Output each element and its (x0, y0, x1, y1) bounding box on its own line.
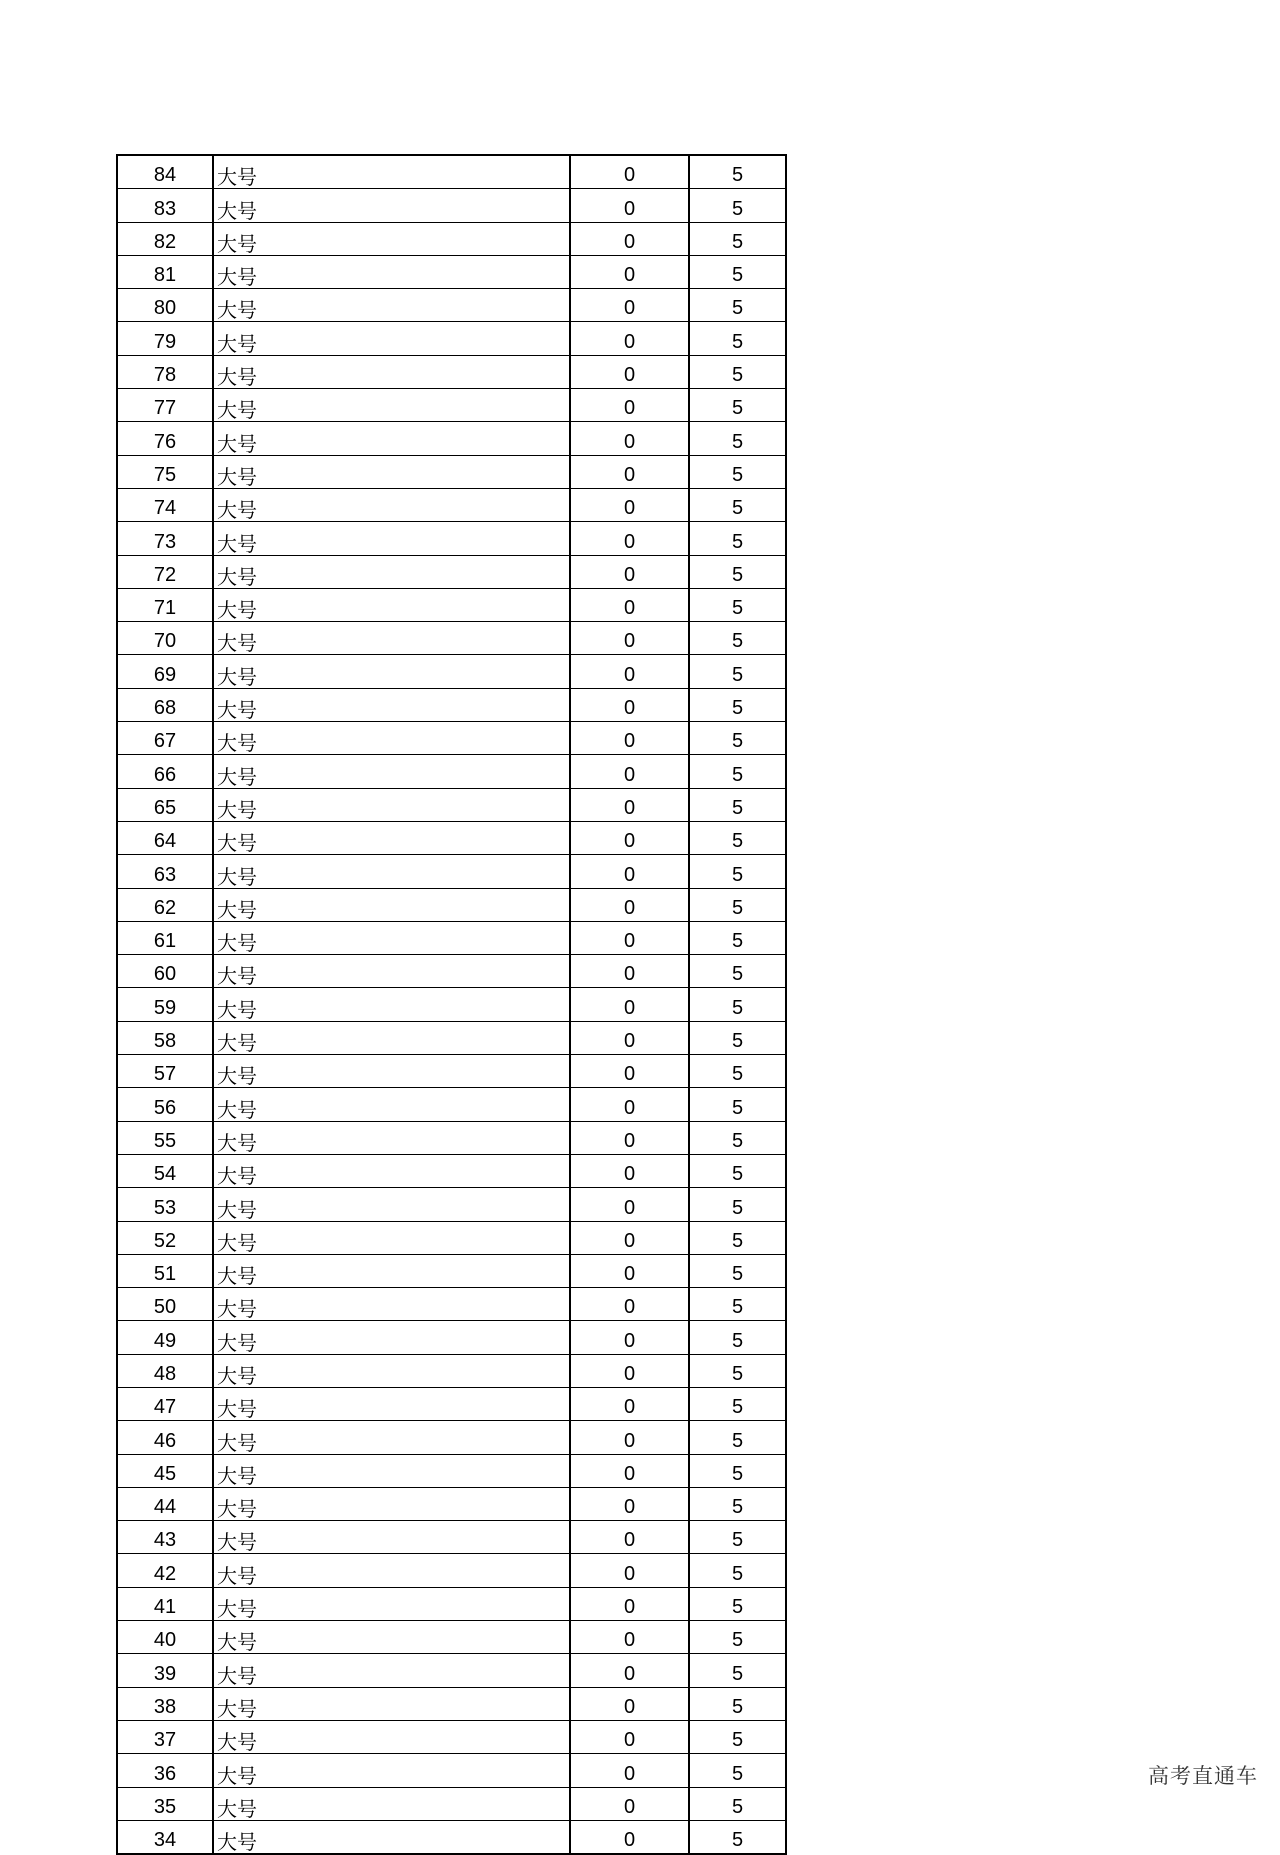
watermark-text: 高考直通车 (1148, 1764, 1258, 1788)
table-row (117, 755, 786, 788)
cumulative-cell: 5 (689, 222, 786, 255)
subject-cell: 大号 (213, 1288, 570, 1321)
subject-cell: 大号 (213, 455, 570, 488)
table-body (117, 155, 786, 1854)
count-cell: 0 (570, 1188, 689, 1221)
subject-cell: 大号 (213, 355, 570, 388)
subject-cell: 大号 (213, 189, 570, 222)
subject-cell: 大号 (213, 688, 570, 721)
cumulative-cell: 5 (689, 1820, 786, 1854)
table-row (117, 389, 786, 422)
cumulative-cell: 5 (689, 289, 786, 322)
subject-cell: 大号 (213, 755, 570, 788)
score-cell: 36 (117, 1754, 213, 1787)
cumulative-cell: 5 (689, 455, 786, 488)
count-cell: 0 (570, 1387, 689, 1420)
subject-cell: 大号 (213, 888, 570, 921)
count-cell: 0 (570, 1055, 689, 1088)
subject-cell: 大号 (213, 1787, 570, 1820)
subject-cell: 大号 (213, 1654, 570, 1687)
cumulative-cell: 5 (689, 1521, 786, 1554)
subject-cell: 大号 (213, 921, 570, 954)
table-row (117, 255, 786, 288)
score-cell: 53 (117, 1188, 213, 1221)
subject-cell: 大号 (213, 1621, 570, 1654)
table-row (117, 1487, 786, 1520)
score-cell: 61 (117, 921, 213, 954)
score-cell: 40 (117, 1621, 213, 1654)
table-row (117, 1387, 786, 1420)
count-cell: 0 (570, 1088, 689, 1121)
cumulative-cell: 5 (689, 722, 786, 755)
table-row (117, 788, 786, 821)
table-row (117, 455, 786, 488)
count-cell: 0 (570, 1787, 689, 1820)
subject-cell: 大号 (213, 1088, 570, 1121)
cumulative-cell: 5 (689, 1787, 786, 1820)
score-cell: 42 (117, 1554, 213, 1587)
subject-cell: 大号 (213, 588, 570, 621)
score-cell: 57 (117, 1055, 213, 1088)
cumulative-cell: 5 (689, 588, 786, 621)
score-cell: 80 (117, 289, 213, 322)
count-cell: 0 (570, 755, 689, 788)
count-cell: 0 (570, 255, 689, 288)
cumulative-cell: 5 (689, 1621, 786, 1654)
score-cell: 79 (117, 322, 213, 355)
score-cell: 56 (117, 1088, 213, 1121)
table-row (117, 855, 786, 888)
count-cell: 0 (570, 1121, 689, 1154)
score-cell: 72 (117, 555, 213, 588)
cumulative-cell: 5 (689, 688, 786, 721)
score-cell: 41 (117, 1587, 213, 1620)
score-cell: 66 (117, 755, 213, 788)
table-row (117, 1154, 786, 1187)
score-cell: 46 (117, 1421, 213, 1454)
table-row (117, 155, 786, 189)
table-row (117, 1321, 786, 1354)
subject-cell: 大号 (213, 1720, 570, 1753)
score-cell: 74 (117, 488, 213, 521)
table-row (117, 222, 786, 255)
subject-cell: 大号 (213, 1487, 570, 1520)
count-cell: 0 (570, 888, 689, 921)
count-cell: 0 (570, 788, 689, 821)
table-row (117, 921, 786, 954)
table-row (117, 488, 786, 521)
score-cell: 75 (117, 455, 213, 488)
cumulative-cell: 5 (689, 255, 786, 288)
cumulative-cell: 5 (689, 1687, 786, 1720)
score-cell: 84 (117, 155, 213, 189)
cumulative-cell: 5 (689, 1421, 786, 1454)
score-cell: 48 (117, 1354, 213, 1387)
count-cell: 0 (570, 289, 689, 322)
count-cell: 0 (570, 222, 689, 255)
cumulative-cell: 5 (689, 1487, 786, 1520)
cumulative-cell: 5 (689, 1188, 786, 1221)
score-cell: 39 (117, 1654, 213, 1687)
score-cell: 68 (117, 688, 213, 721)
table-row (117, 821, 786, 854)
score-cell: 77 (117, 389, 213, 422)
subject-cell: 大号 (213, 522, 570, 555)
count-cell: 0 (570, 1554, 689, 1587)
score-cell: 44 (117, 1487, 213, 1520)
score-cell: 59 (117, 988, 213, 1021)
subject-cell: 大号 (213, 1154, 570, 1187)
score-cell: 78 (117, 355, 213, 388)
count-cell: 0 (570, 355, 689, 388)
count-cell: 0 (570, 522, 689, 555)
subject-cell: 大号 (213, 722, 570, 755)
cumulative-cell: 5 (689, 1154, 786, 1187)
subject-cell: 大号 (213, 1221, 570, 1254)
count-cell: 0 (570, 1587, 689, 1620)
subject-cell: 大号 (213, 1754, 570, 1787)
cumulative-cell: 5 (689, 1554, 786, 1587)
subject-cell: 大号 (213, 1188, 570, 1221)
table-row (117, 1654, 786, 1687)
score-cell: 37 (117, 1720, 213, 1753)
table-row (117, 1521, 786, 1554)
table-row (117, 1587, 786, 1620)
table-row (117, 1621, 786, 1654)
cumulative-cell: 5 (689, 1221, 786, 1254)
subject-cell: 大号 (213, 222, 570, 255)
subject-cell: 大号 (213, 788, 570, 821)
subject-cell: 大号 (213, 1587, 570, 1620)
score-cell: 83 (117, 189, 213, 222)
count-cell: 0 (570, 555, 689, 588)
table-row (117, 722, 786, 755)
count-cell: 0 (570, 855, 689, 888)
cumulative-cell: 5 (689, 355, 786, 388)
count-cell: 0 (570, 722, 689, 755)
cumulative-cell: 5 (689, 1387, 786, 1420)
count-cell: 0 (570, 1687, 689, 1720)
subject-cell: 大号 (213, 1021, 570, 1054)
table-row (117, 955, 786, 988)
count-cell: 0 (570, 1321, 689, 1354)
subject-cell: 大号 (213, 1354, 570, 1387)
count-cell: 0 (570, 488, 689, 521)
subject-cell: 大号 (213, 1421, 570, 1454)
count-cell: 0 (570, 921, 689, 954)
cumulative-cell: 5 (689, 488, 786, 521)
score-cell: 82 (117, 222, 213, 255)
cumulative-cell: 5 (689, 555, 786, 588)
count-cell: 0 (570, 1221, 689, 1254)
table-row (117, 1088, 786, 1121)
score-cell: 69 (117, 655, 213, 688)
score-cell: 50 (117, 1288, 213, 1321)
subject-cell: 大号 (213, 488, 570, 521)
table-row (117, 1354, 786, 1387)
table-row (117, 1121, 786, 1154)
subject-cell: 大号 (213, 1254, 570, 1287)
table-row (117, 289, 786, 322)
cumulative-cell: 5 (689, 1288, 786, 1321)
count-cell: 0 (570, 155, 689, 189)
table-row (117, 422, 786, 455)
table-row (117, 1754, 786, 1787)
score-cell: 81 (117, 255, 213, 288)
table-row (117, 688, 786, 721)
cumulative-cell: 5 (689, 1720, 786, 1753)
table-row (117, 1554, 786, 1587)
score-cell: 70 (117, 622, 213, 655)
count-cell: 0 (570, 821, 689, 854)
cumulative-cell: 5 (689, 1354, 786, 1387)
count-cell: 0 (570, 189, 689, 222)
cumulative-cell: 5 (689, 855, 786, 888)
subject-cell: 大号 (213, 289, 570, 322)
count-cell: 0 (570, 1254, 689, 1287)
subject-cell: 大号 (213, 555, 570, 588)
score-cell: 58 (117, 1021, 213, 1054)
cumulative-cell: 5 (689, 1654, 786, 1687)
score-cell: 43 (117, 1521, 213, 1554)
count-cell: 0 (570, 1021, 689, 1054)
cumulative-cell: 5 (689, 422, 786, 455)
count-cell: 0 (570, 389, 689, 422)
subject-cell: 大号 (213, 1521, 570, 1554)
cumulative-cell: 5 (689, 155, 786, 189)
table-row (117, 522, 786, 555)
table-row (117, 355, 786, 388)
count-cell: 0 (570, 1154, 689, 1187)
count-cell: 0 (570, 688, 689, 721)
count-cell: 0 (570, 1421, 689, 1454)
score-cell: 35 (117, 1787, 213, 1820)
table-row (117, 1720, 786, 1753)
count-cell: 0 (570, 1354, 689, 1387)
count-cell: 0 (570, 955, 689, 988)
subject-cell: 大号 (213, 1055, 570, 1088)
table-row (117, 322, 786, 355)
count-cell: 0 (570, 1487, 689, 1520)
subject-cell: 大号 (213, 389, 570, 422)
cumulative-cell: 5 (689, 622, 786, 655)
table-row (117, 622, 786, 655)
table-row (117, 655, 786, 688)
table-row (117, 1188, 786, 1221)
table-row (117, 888, 786, 921)
score-cell: 45 (117, 1454, 213, 1487)
count-cell: 0 (570, 1820, 689, 1854)
cumulative-cell: 5 (689, 921, 786, 954)
cumulative-cell: 5 (689, 389, 786, 422)
table-row (117, 1454, 786, 1487)
cumulative-cell: 5 (689, 1321, 786, 1354)
table-row (117, 189, 786, 222)
subject-cell: 大号 (213, 255, 570, 288)
subject-cell: 大号 (213, 655, 570, 688)
table-row (117, 588, 786, 621)
table-row (117, 1288, 786, 1321)
score-distribution-table (116, 154, 787, 1855)
cumulative-cell: 5 (689, 1254, 786, 1287)
count-cell: 0 (570, 1621, 689, 1654)
score-cell: 71 (117, 588, 213, 621)
count-cell: 0 (570, 1754, 689, 1787)
score-cell: 55 (117, 1121, 213, 1154)
count-cell: 0 (570, 655, 689, 688)
count-cell: 0 (570, 455, 689, 488)
count-cell: 0 (570, 422, 689, 455)
count-cell: 0 (570, 588, 689, 621)
score-cell: 65 (117, 788, 213, 821)
count-cell: 0 (570, 322, 689, 355)
table-row (117, 1687, 786, 1720)
count-cell: 0 (570, 1288, 689, 1321)
cumulative-cell: 5 (689, 1754, 786, 1787)
subject-cell: 大号 (213, 821, 570, 854)
subject-cell: 大号 (213, 855, 570, 888)
score-cell: 52 (117, 1221, 213, 1254)
cumulative-cell: 5 (689, 1121, 786, 1154)
table-row (117, 1787, 786, 1820)
score-cell: 34 (117, 1820, 213, 1854)
subject-cell: 大号 (213, 155, 570, 189)
table-row (117, 1254, 786, 1287)
cumulative-cell: 5 (689, 1454, 786, 1487)
cumulative-cell: 5 (689, 821, 786, 854)
score-cell: 60 (117, 955, 213, 988)
cumulative-cell: 5 (689, 755, 786, 788)
table-row (117, 1820, 786, 1854)
score-cell: 38 (117, 1687, 213, 1720)
subject-cell: 大号 (213, 322, 570, 355)
count-cell: 0 (570, 1654, 689, 1687)
table-row (117, 1055, 786, 1088)
count-cell: 0 (570, 988, 689, 1021)
cumulative-cell: 5 (689, 322, 786, 355)
cumulative-cell: 5 (689, 1587, 786, 1620)
subject-cell: 大号 (213, 422, 570, 455)
score-cell: 73 (117, 522, 213, 555)
table-row (117, 1421, 786, 1454)
subject-cell: 大号 (213, 1820, 570, 1854)
score-cell: 64 (117, 821, 213, 854)
table-row (117, 1221, 786, 1254)
cumulative-cell: 5 (689, 655, 786, 688)
table-row (117, 1021, 786, 1054)
cumulative-cell: 5 (689, 988, 786, 1021)
cumulative-cell: 5 (689, 1021, 786, 1054)
subject-cell: 大号 (213, 1387, 570, 1420)
score-cell: 67 (117, 722, 213, 755)
count-cell: 0 (570, 1454, 689, 1487)
cumulative-cell: 5 (689, 1088, 786, 1121)
table-row (117, 988, 786, 1021)
cumulative-cell: 5 (689, 888, 786, 921)
score-cell: 63 (117, 855, 213, 888)
subject-cell: 大号 (213, 1121, 570, 1154)
subject-cell: 大号 (213, 1321, 570, 1354)
cumulative-cell: 5 (689, 955, 786, 988)
cumulative-cell: 5 (689, 1055, 786, 1088)
count-cell: 0 (570, 622, 689, 655)
count-cell: 0 (570, 1521, 689, 1554)
score-cell: 76 (117, 422, 213, 455)
subject-cell: 大号 (213, 1687, 570, 1720)
score-cell: 49 (117, 1321, 213, 1354)
score-cell: 51 (117, 1254, 213, 1287)
subject-cell: 大号 (213, 955, 570, 988)
score-cell: 62 (117, 888, 213, 921)
subject-cell: 大号 (213, 988, 570, 1021)
table-row (117, 555, 786, 588)
subject-cell: 大号 (213, 1454, 570, 1487)
cumulative-cell: 5 (689, 189, 786, 222)
subject-cell: 大号 (213, 622, 570, 655)
subject-cell: 大号 (213, 1554, 570, 1587)
count-cell: 0 (570, 1720, 689, 1753)
score-cell: 54 (117, 1154, 213, 1187)
cumulative-cell: 5 (689, 788, 786, 821)
score-cell: 47 (117, 1387, 213, 1420)
cumulative-cell: 5 (689, 522, 786, 555)
